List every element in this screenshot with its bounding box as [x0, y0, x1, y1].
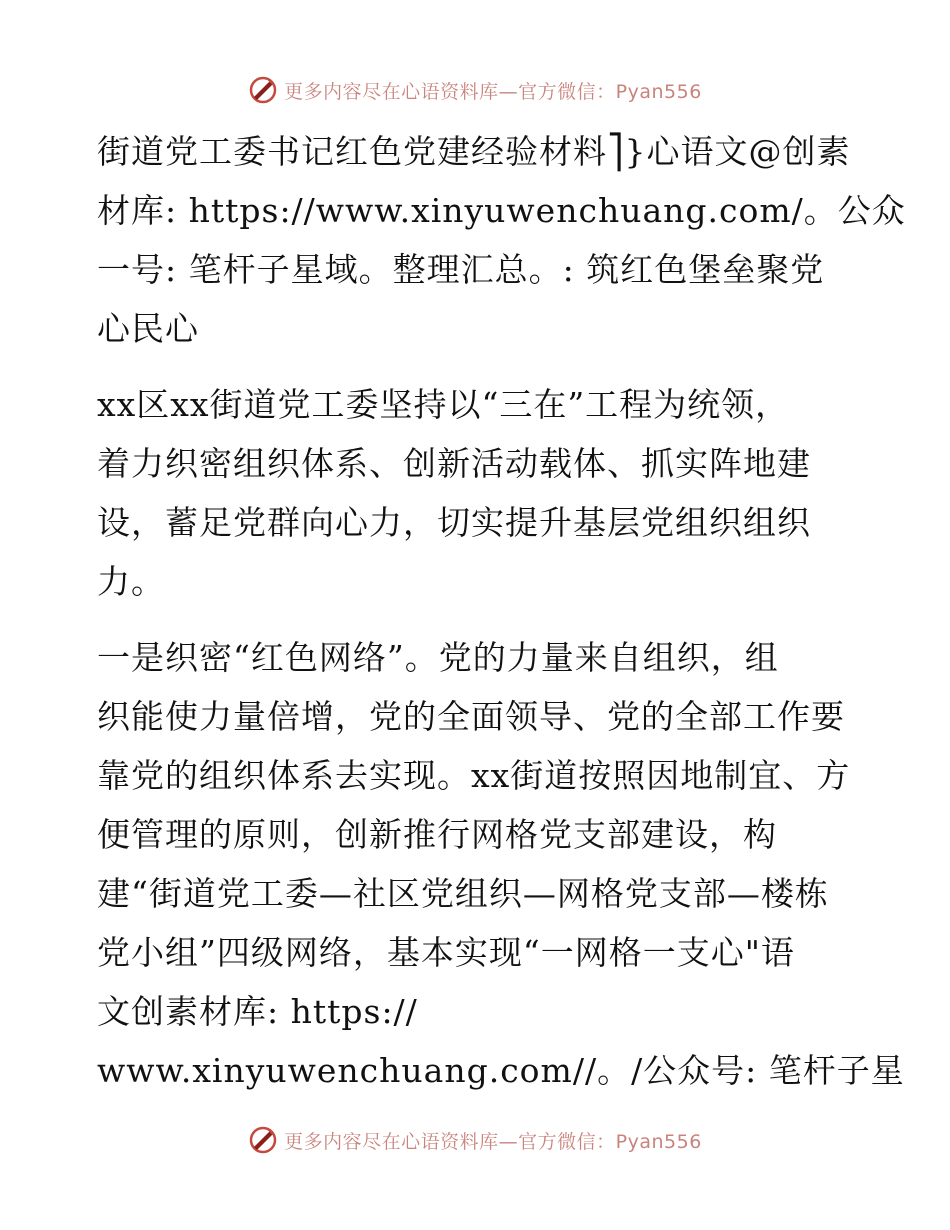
text-line: 党小组”四级网络，基本实现“一网格一支心"语: [97, 933, 795, 972]
text-line: 靠党的组织体系去实现。xx街道按照因地制宜、方: [97, 756, 851, 795]
paragraph-3: [97, 628, 905, 1100]
watermark-text: 更多内容尽在心语资料库—官方微信：: [284, 1130, 616, 1153]
text-line: 便管理的原则，创新推行网格党支部建设，构: [97, 815, 777, 854]
paragraph-2: [97, 375, 857, 611]
text-line: 一号: 笔杆子星域。整理汇总。: 筑红色堡垒聚党: [97, 250, 825, 289]
text-line: 着力织密组织体系、创新活动载体、抓实阵地建: [97, 444, 811, 483]
text-line: 街道党工委书记红色党建经验材料⎤}心语文@创素: [97, 132, 851, 171]
text-line: xx区xx街道党工委坚持以“三在”工程为统领，: [97, 385, 790, 424]
text-line: 心民心: [97, 309, 199, 348]
text-line: 文创素材库: https://: [97, 992, 418, 1031]
watermark-text: 更多内容尽在心语资料库—官方微信：: [284, 80, 616, 103]
footer-watermark: [0, 1120, 950, 1160]
text-line: 材库: https://www.xinyuwenchuang.com/。公众: [97, 191, 906, 230]
header-watermark: [0, 70, 950, 110]
text-line: 设，蓄足党群向心力，切实提升基层党组织组织: [97, 503, 811, 542]
logo-icon: [248, 1125, 278, 1155]
watermark-id: Pyan556: [615, 80, 702, 103]
text-line: 力。: [97, 562, 165, 601]
logo-icon: [248, 75, 278, 105]
document-body: [97, 122, 906, 1100]
text-line: 一是织密“红色网络”。党的力量来自组织，组: [97, 638, 779, 677]
paragraph-1: [97, 122, 906, 358]
text-line: 建“街道党工委—社区党组织—网格党支部—楼栋: [97, 874, 829, 913]
text-line: www.xinyuwenchuang.com//。/公众号: 笔杆子星: [97, 1051, 905, 1090]
watermark-id: Pyan556: [615, 1130, 702, 1153]
text-line: 织能使力量倍增，党的全面领导、党的全部工作要: [97, 697, 845, 736]
